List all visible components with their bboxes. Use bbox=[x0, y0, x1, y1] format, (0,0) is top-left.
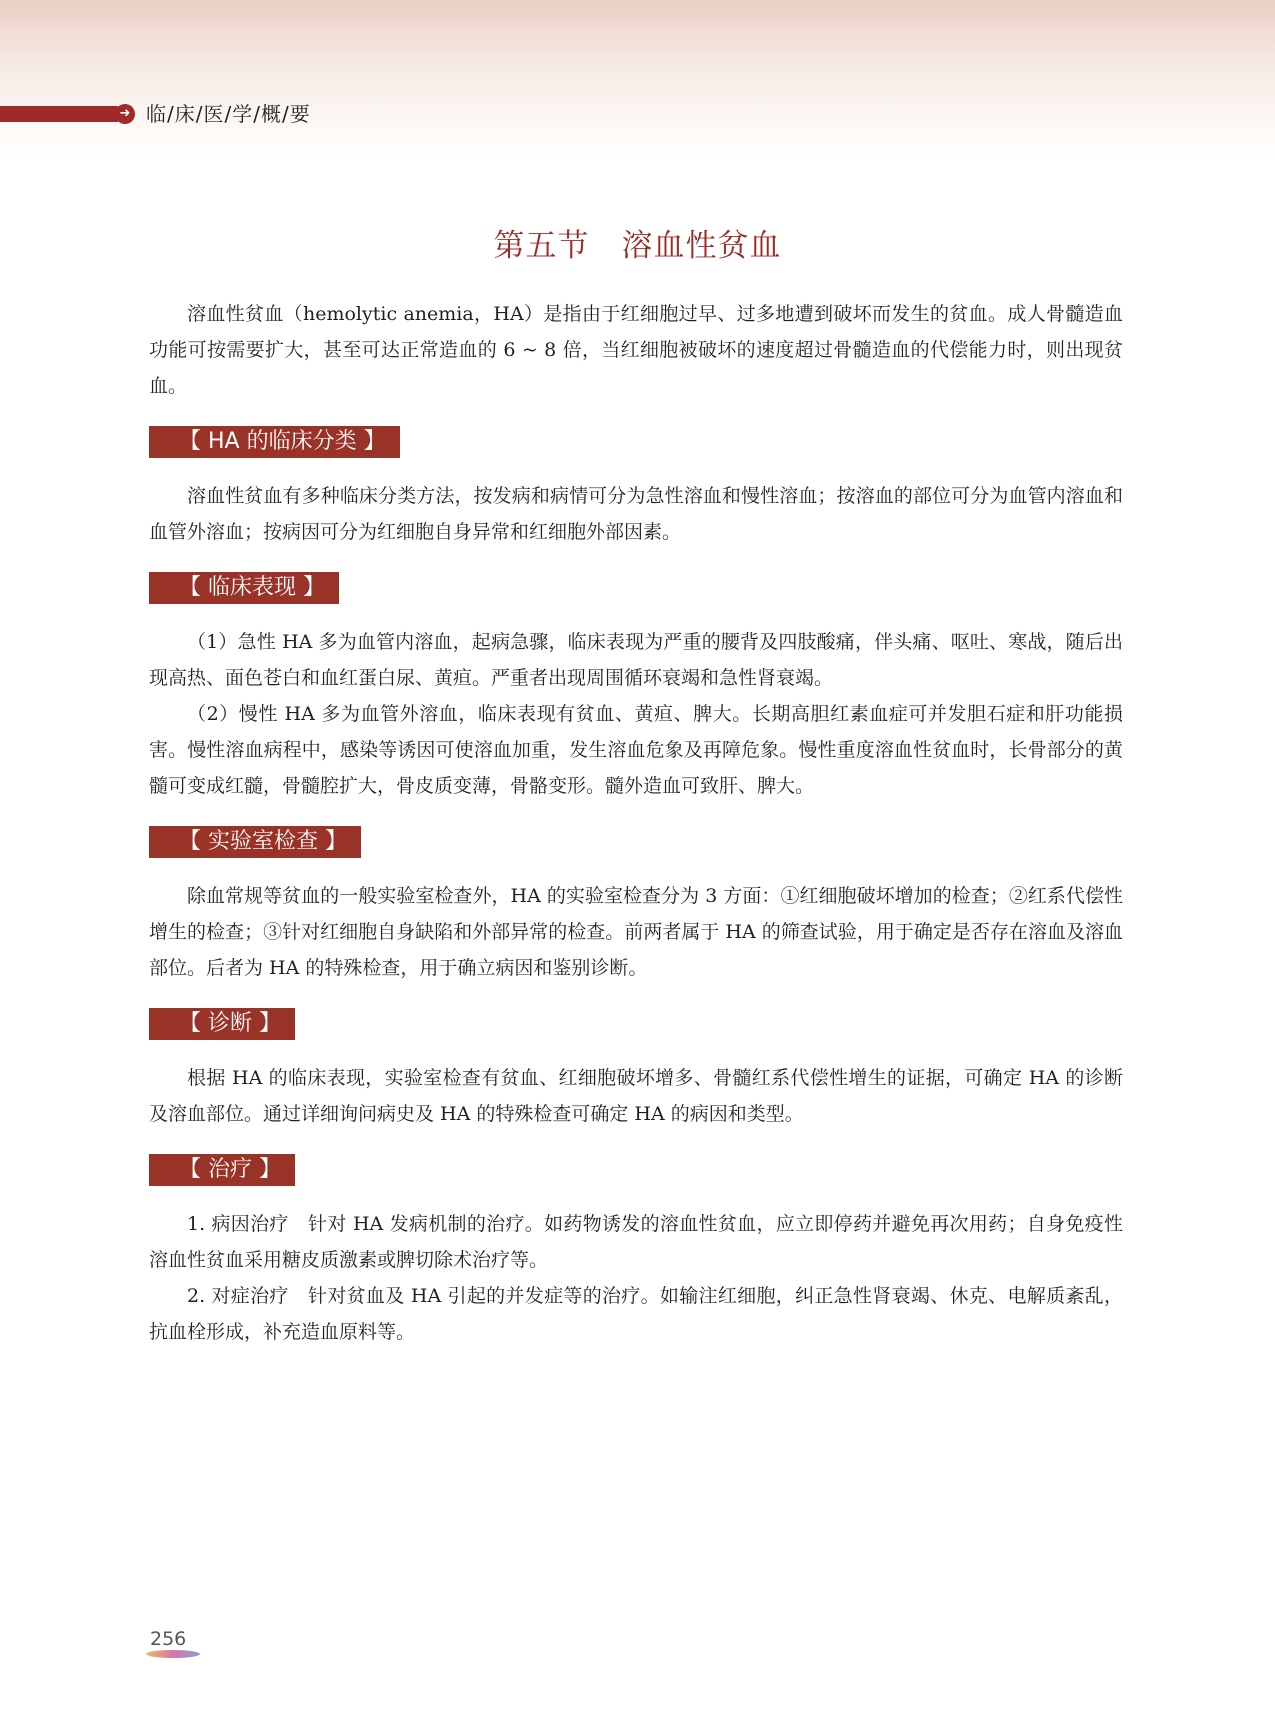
section-title: 第五节 溶血性贫血 bbox=[493, 228, 782, 264]
etiologic-treatment-paragraph: 1. 病因治疗 针对 HA 发病机制的治疗。如药物诱发的溶血性贫血，应立即停药并避免再次用药；自身免疫性溶血性贫血采用糖皮质激素或脾切除术治疗等。 bbox=[149, 1213, 1123, 1271]
page-number-swoosh bbox=[146, 1650, 200, 1658]
page-content bbox=[149, 296, 1123, 1350]
top-decorative-band bbox=[0, 0, 1275, 160]
section-heading-lab-tests: 【 实验室检查 】 bbox=[149, 826, 361, 858]
arrow-right-circle-icon: ➜ bbox=[115, 104, 135, 124]
symptomatic-treatment-paragraph: 2. 对症治疗 针对贫血及 HA 引起的并发症等的治疗。如输注红细胞，纠正急性肾衰竭、休克、电解质紊乱，抗血栓形成，补充造血原料等。 bbox=[149, 1285, 1123, 1343]
running-header-title: 临/床/医/学/概/要 bbox=[146, 102, 311, 126]
section-heading-treatment: 【 治疗 】 bbox=[149, 1154, 295, 1186]
section-lab-tests bbox=[149, 804, 1123, 986]
section-diagnosis bbox=[149, 986, 1123, 1132]
intro-paragraph: 溶血性贫血（hemolytic anemia，HA）是指由于红细胞过早、过多地遭到破坏而发生的贫血。成人骨髓造血功能可按需要扩大，甚至可达正常造血的 6 ~ 8 倍，当红细胞被破坏的速度超过骨髓造血的代偿能力时，则出现贫血。 bbox=[149, 303, 1123, 397]
section-heading-diagnosis: 【 诊断 】 bbox=[149, 1008, 295, 1040]
section-treatment bbox=[149, 1132, 1123, 1350]
header-accent-bar bbox=[0, 106, 118, 122]
section-heading-classification: 【 HA 的临床分类 】 bbox=[149, 426, 400, 458]
acute-ha-paragraph: （1）急性 HA 多为血管内溶血，起病急骤，临床表现为严重的腰背及四肢酸痛，伴头痛、呕吐、寒战，随后出现高热、面色苍白和血红蛋白尿、黄疸。严重者出现周围循环衰竭和急性肾衰竭。 bbox=[149, 631, 1123, 689]
section-clinical-manifestations bbox=[149, 550, 1123, 804]
page-number: 256 bbox=[150, 1628, 187, 1650]
section-heading-clinical-manifestations: 【 临床表现 】 bbox=[149, 572, 339, 604]
diagnosis-paragraph: 根据 HA 的临床表现，实验室检查有贫血、红细胞破坏增多、骨髓红系代偿性增生的证据，可确定 HA 的诊断及溶血部位。通过详细询问病史及 HA 的特殊检查可确定 HA 的病因和类型。 bbox=[149, 1067, 1123, 1125]
classification-paragraph: 溶血性贫血有多种临床分类方法，按发病和病情可分为急性溶血和慢性溶血；按溶血的部位可分为血管内溶血和血管外溶血；按病因可分为红细胞自身异常和红细胞外部因素。 bbox=[149, 485, 1123, 543]
chronic-ha-paragraph: （2）慢性 HA 多为血管外溶血，临床表现有贫血、黄疸、脾大。长期高胆红素血症可并发胆石症和肝功能损害。慢性溶血病程中，感染等诱因可使溶血加重，发生溶血危象及再障危象。慢性重度溶血性贫血时，长骨部分的黄髓可变成红髓，骨髓腔扩大，骨皮质变薄，骨骼变形。髓外造血可致肝、脾大。 bbox=[149, 703, 1123, 797]
lab-tests-paragraph: 除血常规等贫血的一般实验室检查外，HA 的实验室检查分为 3 方面：①红细胞破坏增加的检查；②红系代偿性增生的检查；③针对红细胞自身缺陷和外部异常的检查。前两者属于 HA 的筛查试验，用于确定是否存在溶血及溶血部位。后者为 HA 的特殊检查，用于确立病因和鉴别诊断。 bbox=[149, 885, 1123, 979]
section-classification bbox=[149, 404, 1123, 550]
